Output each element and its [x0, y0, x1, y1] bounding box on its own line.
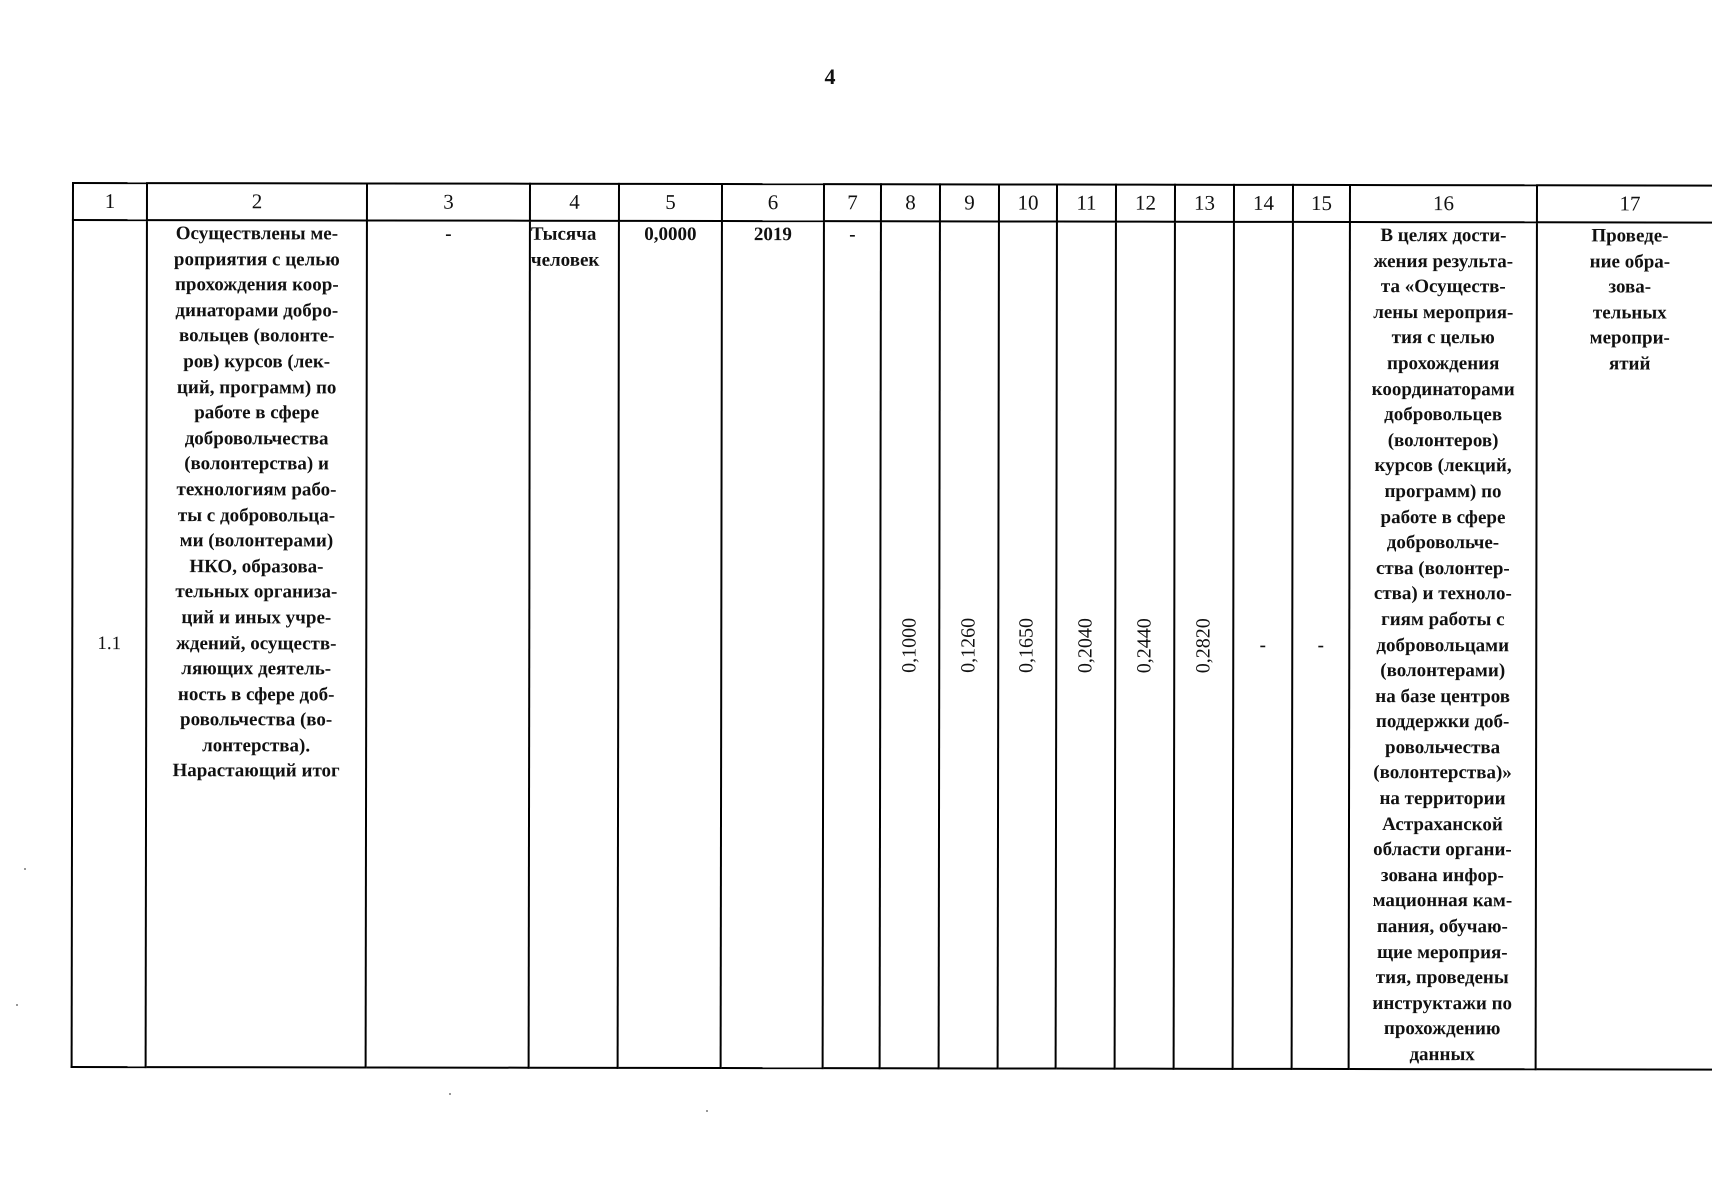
value-text: 0,2440 [1132, 617, 1156, 673]
indicator-name-line: ровольчества (во- [180, 709, 333, 731]
result-line: лены мероприя- [1373, 301, 1514, 324]
col15-cell: - [1292, 222, 1350, 1069]
indicator-name-line: лонтерства). [202, 735, 311, 757]
result-line: тия с целью [1391, 327, 1495, 349]
result-line: мационная кам- [1372, 890, 1513, 912]
indicator-name-lines [147, 221, 366, 784]
scan-speck [24, 868, 26, 870]
unit-lines [531, 222, 618, 273]
result-line: прохождения [1387, 353, 1500, 375]
value-text: 0,1000 [897, 617, 921, 673]
indicator-name-line: динаторами добро- [175, 299, 339, 322]
result-line: инструктажи по [1372, 992, 1513, 1015]
result-line: добровольче- [1386, 532, 1500, 554]
column-header: 3 [367, 183, 530, 220]
indicator-name-line: работе в сфере [194, 402, 320, 424]
activity-description [1536, 222, 1712, 1069]
header-row [73, 183, 1712, 223]
scan-speck [449, 1093, 451, 1095]
result-line: координаторами [1371, 378, 1515, 400]
col14-cell: - [1233, 222, 1293, 1069]
value-text: 0,1260 [956, 617, 980, 673]
value-cell-2023 [1056, 222, 1116, 1069]
result-line: (волонтерства)» [1373, 762, 1512, 784]
result-line: щие мероприя- [1376, 941, 1508, 963]
indicator-name-line: ждений, осуществ- [176, 632, 337, 654]
activity-line: ние обра- [1589, 250, 1671, 273]
result-line: на базе центров [1375, 685, 1511, 707]
col3-cell: - [366, 220, 530, 1067]
column-header: 9 [940, 184, 999, 221]
indicator-name-line: технологиям рабо- [176, 479, 337, 501]
activity-line: ятий [1608, 353, 1651, 375]
indicator-name-line: ций и иных учре- [181, 607, 332, 629]
indicator-name-line: (волонтерства) и [184, 453, 329, 475]
value-text: 0,1650 [1015, 617, 1038, 673]
activity-lines [1538, 223, 1712, 377]
unit-cell [529, 221, 619, 1068]
column-header: 13 [1175, 185, 1234, 222]
indicator-name-line: Осуществлены ме- [175, 223, 339, 245]
result-line: пания, обучаю- [1376, 916, 1508, 938]
result-line: ровольчества [1385, 736, 1501, 759]
value-text: 0,2820 [1191, 617, 1215, 673]
indicator-name-line: тельных организа- [175, 581, 338, 603]
result-lines [1350, 223, 1536, 1068]
result-line: Астраханской [1382, 813, 1503, 835]
scan-speck [16, 1004, 18, 1006]
base-year-cell: 2019 [721, 221, 824, 1068]
result-line: данных [1409, 1044, 1475, 1066]
indicator-name-line: добровольчества [184, 427, 329, 450]
result-line: тия, проведены [1375, 967, 1509, 989]
indicator-name-line: ты с добровольца- [177, 504, 336, 526]
unit-line: человек [530, 249, 600, 271]
indicator-name-line: НКО, образова- [189, 555, 324, 578]
result-line: зована инфор- [1380, 864, 1504, 887]
result-description [1349, 222, 1537, 1069]
column-header: 1 [73, 183, 147, 220]
indicator-name-line: ми (волонтерами) [179, 530, 334, 552]
value-text: 0,2040 [1073, 617, 1097, 673]
result-line: прохождению [1383, 1018, 1501, 1040]
value-cell-2021 [939, 221, 999, 1068]
column-header: 14 [1234, 185, 1293, 222]
page-number: 4 [824, 64, 836, 89]
result-line: гиям работы с [1381, 608, 1505, 631]
result-line: работе в сфере [1380, 506, 1506, 528]
value-cell-2020 [880, 221, 940, 1068]
activity-line: зова- [1608, 276, 1652, 298]
result-line: добровольцами [1376, 634, 1510, 656]
base-value-cell: 0,0000 [618, 221, 722, 1068]
indicator-name-line: ров) курсов (лек- [183, 351, 331, 373]
column-header: 7 [824, 184, 881, 221]
indicator-name-line: ляющих деятель- [181, 658, 332, 680]
result-line: курсов (лекций, [1374, 455, 1512, 477]
column-header: 8 [881, 184, 940, 221]
activity-line: тельных [1592, 302, 1667, 324]
result-line: программ) по [1384, 480, 1502, 503]
row-number: 1.1 [72, 220, 147, 1067]
column-header: 15 [1293, 185, 1350, 222]
value-cell-2024 [1115, 222, 1175, 1069]
indicator-name [146, 220, 367, 1067]
column-header: 10 [999, 184, 1057, 221]
indicator-table [71, 182, 1712, 1071]
col7-cell: - [823, 221, 881, 1068]
result-line: ства) и техноло- [1373, 583, 1512, 605]
column-header: 12 [1116, 185, 1175, 222]
column-header: 16 [1350, 185, 1537, 222]
column-header: 4 [530, 184, 619, 221]
indicator-name-line: ность в сфере доб- [177, 683, 335, 706]
result-line: жения результа- [1373, 250, 1514, 272]
indicator-name-line: роприятия с целью [173, 248, 340, 271]
result-line: поддержки доб- [1375, 711, 1510, 733]
result-line: ства (волонтер- [1375, 557, 1510, 579]
column-header: 17 [1537, 185, 1712, 222]
indicator-name-line: прохождения коор- [174, 274, 339, 296]
activity-line: Проведе- [1591, 225, 1669, 247]
result-line: та «Осуществ- [1380, 276, 1506, 298]
table-row [72, 220, 1712, 1070]
indicator-name-line: ций, программ) по [176, 376, 337, 398]
value-cell-2022 [998, 221, 1057, 1068]
unit-line: Тысяча [530, 223, 597, 245]
column-header: 5 [619, 184, 722, 221]
column-header: 11 [1057, 185, 1116, 222]
result-line: добровольцев [1384, 404, 1503, 426]
result-line: области органи- [1373, 839, 1512, 861]
result-line: (волонтеров) [1387, 429, 1499, 451]
activity-line: меропри- [1589, 327, 1670, 349]
scan-speck [706, 1110, 708, 1112]
column-header: 2 [147, 183, 367, 220]
result-line: (волонтерами) [1380, 660, 1506, 682]
indicator-name-line: Нарастающий итог [172, 760, 340, 782]
column-header: 6 [722, 184, 824, 221]
indicator-name-line: вольцев (волонте- [179, 325, 335, 347]
value-cell-2025 [1174, 222, 1234, 1069]
result-line: на территории [1379, 788, 1506, 810]
result-line: В целях дости- [1380, 225, 1507, 247]
